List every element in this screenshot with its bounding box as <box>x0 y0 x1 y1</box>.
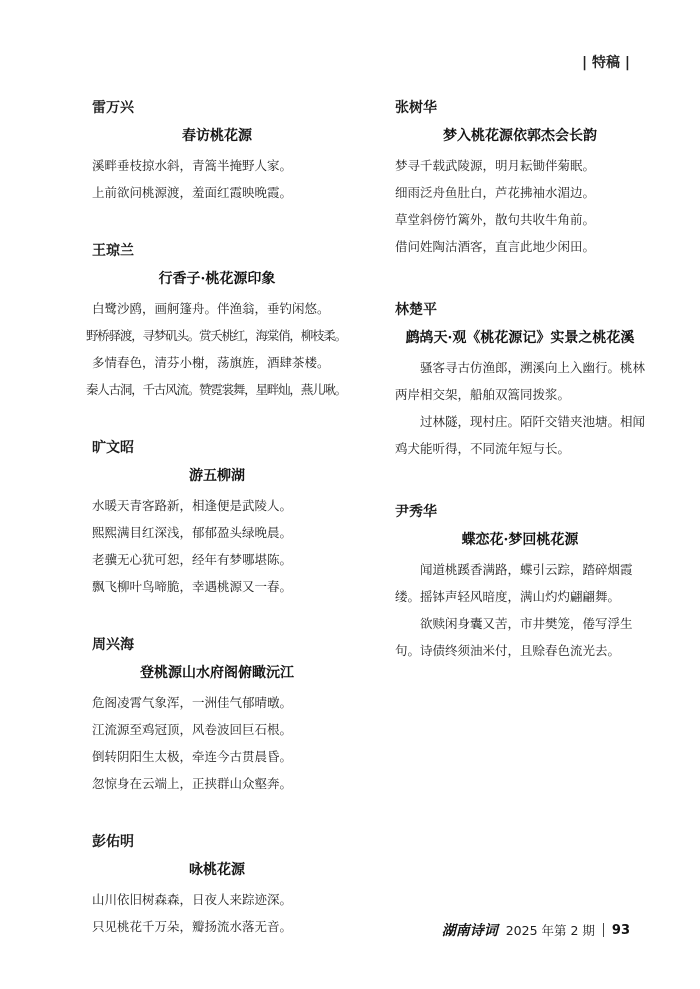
poem-paragraph: 欲赎闲身囊又苦，市井樊笼，倦写浮生句。诗债终须油米付，且赊春色流光去。 <box>395 616 633 658</box>
poem-author: 周兴海 <box>92 637 134 653</box>
poem-title: 鹧鸪天·观《桃花源记》实景之桃花溪 <box>405 330 635 346</box>
poem-line: 危阁凌霄气象浑，一洲佳气郁晴暾。 <box>92 695 293 710</box>
poem-line: 梦寻千载武陵源，明月耘锄伴菊眠。 <box>395 158 596 173</box>
poem-author: 张树华 <box>395 100 437 116</box>
page-footer <box>442 920 630 940</box>
poem-line: 倒转阴阳生太极，牵连今古贯晨昏。 <box>92 749 293 764</box>
poem-line: 多情春色，清芬小榭，荡旗旌，酒肆茶楼。 <box>92 355 330 370</box>
poem-1 <box>92 98 342 206</box>
poem-line: 借问姓陶沽酒客，直言此地少闲田。 <box>395 239 596 254</box>
section-tag: | 特稿 | <box>582 55 630 71</box>
issue-label: 2025 年第 2 期 <box>505 923 595 938</box>
poem-line: 草堂斜傍竹篱外，散句共收牛角前。 <box>395 212 596 227</box>
poem-line: 上前欲问桃源渡，羞面红霞映晚霞。 <box>92 185 293 200</box>
poem-title: 春访桃花源 <box>182 128 252 144</box>
poem-title: 登桃源山水府阁俯瞰沅江 <box>140 665 294 681</box>
magazine-logo: 湖南诗词 <box>441 923 498 939</box>
poem-line: 秦人古洞，千古风流。赞霓裳舞，星畔灿，燕儿啾。 <box>86 382 346 397</box>
poem-line: 江流源至鸡冠顶，风卷波回巨石根。 <box>92 722 293 737</box>
poem-6 <box>395 98 645 260</box>
poem-author: 雷万兴 <box>92 100 134 116</box>
poem-line: 溪畔垂枝掠水斜，青篙半掩野人家。 <box>92 158 293 173</box>
poem-author: 旷文昭 <box>92 440 134 456</box>
poem-line: 只见桃花千万朵，瓣扬流水落无音。 <box>92 919 293 934</box>
poem-paragraph: 过林隧，现村庄。陌阡交错夹池塘。相闻鸡犬能听得，不同流年短与长。 <box>395 414 646 456</box>
poem-line: 细雨泛舟鱼肚白，芦花拂袖水湄边。 <box>395 185 596 200</box>
poem-title: 咏桃花源 <box>189 862 245 878</box>
poem-author: 彭佑明 <box>92 834 134 850</box>
footer-divider <box>603 923 604 937</box>
poem-line: 白鹭沙鸥，画舸篷舟。伴渔翁，垂钓闲悠。 <box>92 301 330 316</box>
poem-5 <box>92 832 342 940</box>
poem-paragraph: 闻道桃蹊香满路，蝶引云踪，踏碎烟霞缕。摇钵声轻风暗度，满山灼灼翩翩舞。 <box>395 562 633 604</box>
poem-title: 行香子·桃花源印象 <box>158 271 276 287</box>
poem-3 <box>92 438 342 600</box>
poem-2 <box>86 241 346 403</box>
poem-line: 飘飞柳叶鸟啼脆，幸遇桃源又一春。 <box>92 579 293 594</box>
right-column <box>395 98 645 664</box>
poem-paragraph: 骚客寻古仿渔郎，溯溪向上入幽行。桃林两岸相交架，船舶双篙同拨浆。 <box>395 360 646 402</box>
poem-line: 野桥驿渡，寻梦矶头。赏夭桃红，海棠俏，柳枝柔。 <box>86 328 346 343</box>
left-column <box>86 98 346 940</box>
poem-line: 老骥无心犹可恕，经年有梦哪堪陈。 <box>92 552 293 567</box>
poem-author: 王琼兰 <box>92 243 134 259</box>
poem-4 <box>92 635 342 797</box>
poem-title: 游五柳湖 <box>189 468 245 484</box>
poem-line: 水暖天青客路新，相逢便是武陵人。 <box>92 498 293 513</box>
poem-7 <box>395 300 645 462</box>
poem-8 <box>395 502 645 664</box>
poem-title: 梦入桃花源依郭杰会长韵 <box>443 128 597 144</box>
poem-line: 熙熙满目红深浅，郁郁盈头绿晚晨。 <box>92 525 293 540</box>
poem-author: 尹秀华 <box>395 504 437 520</box>
page-number: 93 <box>611 922 630 938</box>
poem-author: 林楚平 <box>395 302 437 318</box>
poem-line: 山川依旧树森森，日夜人来踪迹深。 <box>92 892 293 907</box>
poem-line: 忽惊身在云端上，正挟群山众壑奔。 <box>92 776 293 791</box>
poem-title: 蝶恋花·梦回桃花源 <box>461 532 579 548</box>
